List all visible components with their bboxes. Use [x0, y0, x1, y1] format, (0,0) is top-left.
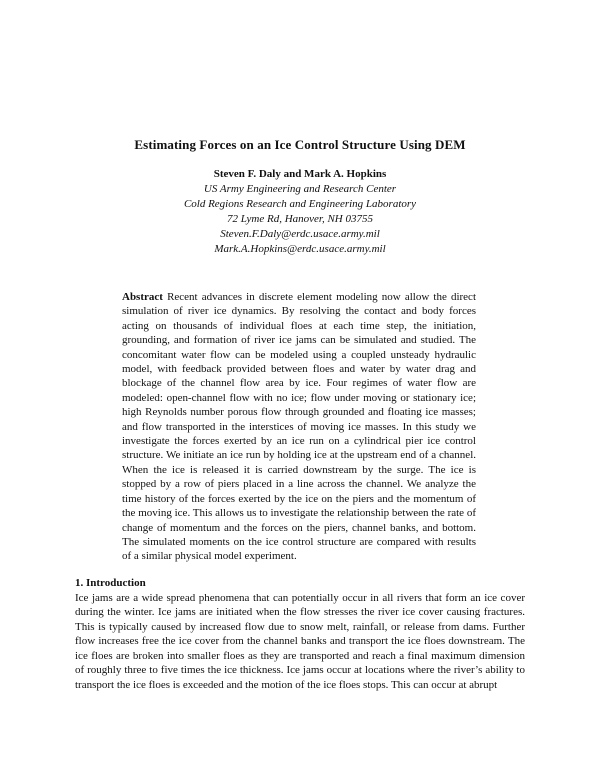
- introduction-section: [75, 576, 525, 692]
- abstract: [122, 290, 476, 564]
- affiliation-organization: US Army Engineering and Research Center: [203, 183, 397, 195]
- section-body: Ice jams are a wide spread phenomena that can potentially occur in all rivers that form an ice cover during the winter. Ice jams are initiated when the flow stresses the river ice cover causing fractures. This is typically caused by increased flow due to snow melt, rainfall, or release from dams. Further flow increases free the ice cover from the channel banks and transport the ice floes downstream. The ice floes are broken into smaller floes as they are transported and reach a final maximum dimension of roughly three to five times the ice thickness. Ice jams occur at locations where the river’s ability to transport the ice floes is exceeded and the motion of the ice floes stops. This can occur at abrupt: [75, 591, 525, 691]
- author-email-daly: Steven.F.Daly@erdc.usace.army.mil: [220, 228, 380, 240]
- section-heading: 1. Introduction: [75, 577, 146, 589]
- abstract-text: Recent advances in discrete element modeling now allow the direct simulation of river ice dynamics. By resolving the contact and body forces acting on thousands of individual floes at each time step, the initiation, grounding, and formation of river ice jams can be simulated and studied. The concomitant water flow can be modeled using a coupled unsteady hydraulic model, with feedback provided between floes and water by water drag and blockage of the channel flow area by ice. Four regimes of water flow are modeled: open-channel flow with no ice; flow under moving or stationary ice; high Reynolds number porous flow through grounded and floating ice masses; and flow transported in the interstices of moving ice masses. In this study we investigate the forces exerted by an ice run on a cylindrical pier ice control structure. We initiate an ice run by holding ice at the upstream end of a channel. When the ice is released it is carried downstream by the surge. The ice is stopped by a row of piers placed in a line across the channel. We analyze the time history of the forces exerted by the ice on the piers and the momentum of the moving ice. This allows us to investigate the relationship between the rate of change of momentum and the forces on the piers, channel banks, and bottom. The simulated moments on the ice control structure are compared with results of a similar physical model experiment.: [122, 291, 476, 563]
- affiliation-laboratory: Cold Regions Research and Engineering Laboratory: [183, 198, 417, 210]
- author-names: Steven F. Daly and Mark A. Hopkins: [213, 168, 387, 180]
- author-email-hopkins: Mark.A.Hopkins@erdc.usace.army.mil: [214, 243, 386, 255]
- abstract-label: Abstract: [122, 291, 168, 303]
- author-block: [0, 167, 600, 257]
- paper-title: Estimating Forces on an Ice Control Structure Using DEM: [134, 137, 466, 152]
- affiliation-address: 72 Lyme Rd, Hanover, NH 03755: [226, 213, 374, 225]
